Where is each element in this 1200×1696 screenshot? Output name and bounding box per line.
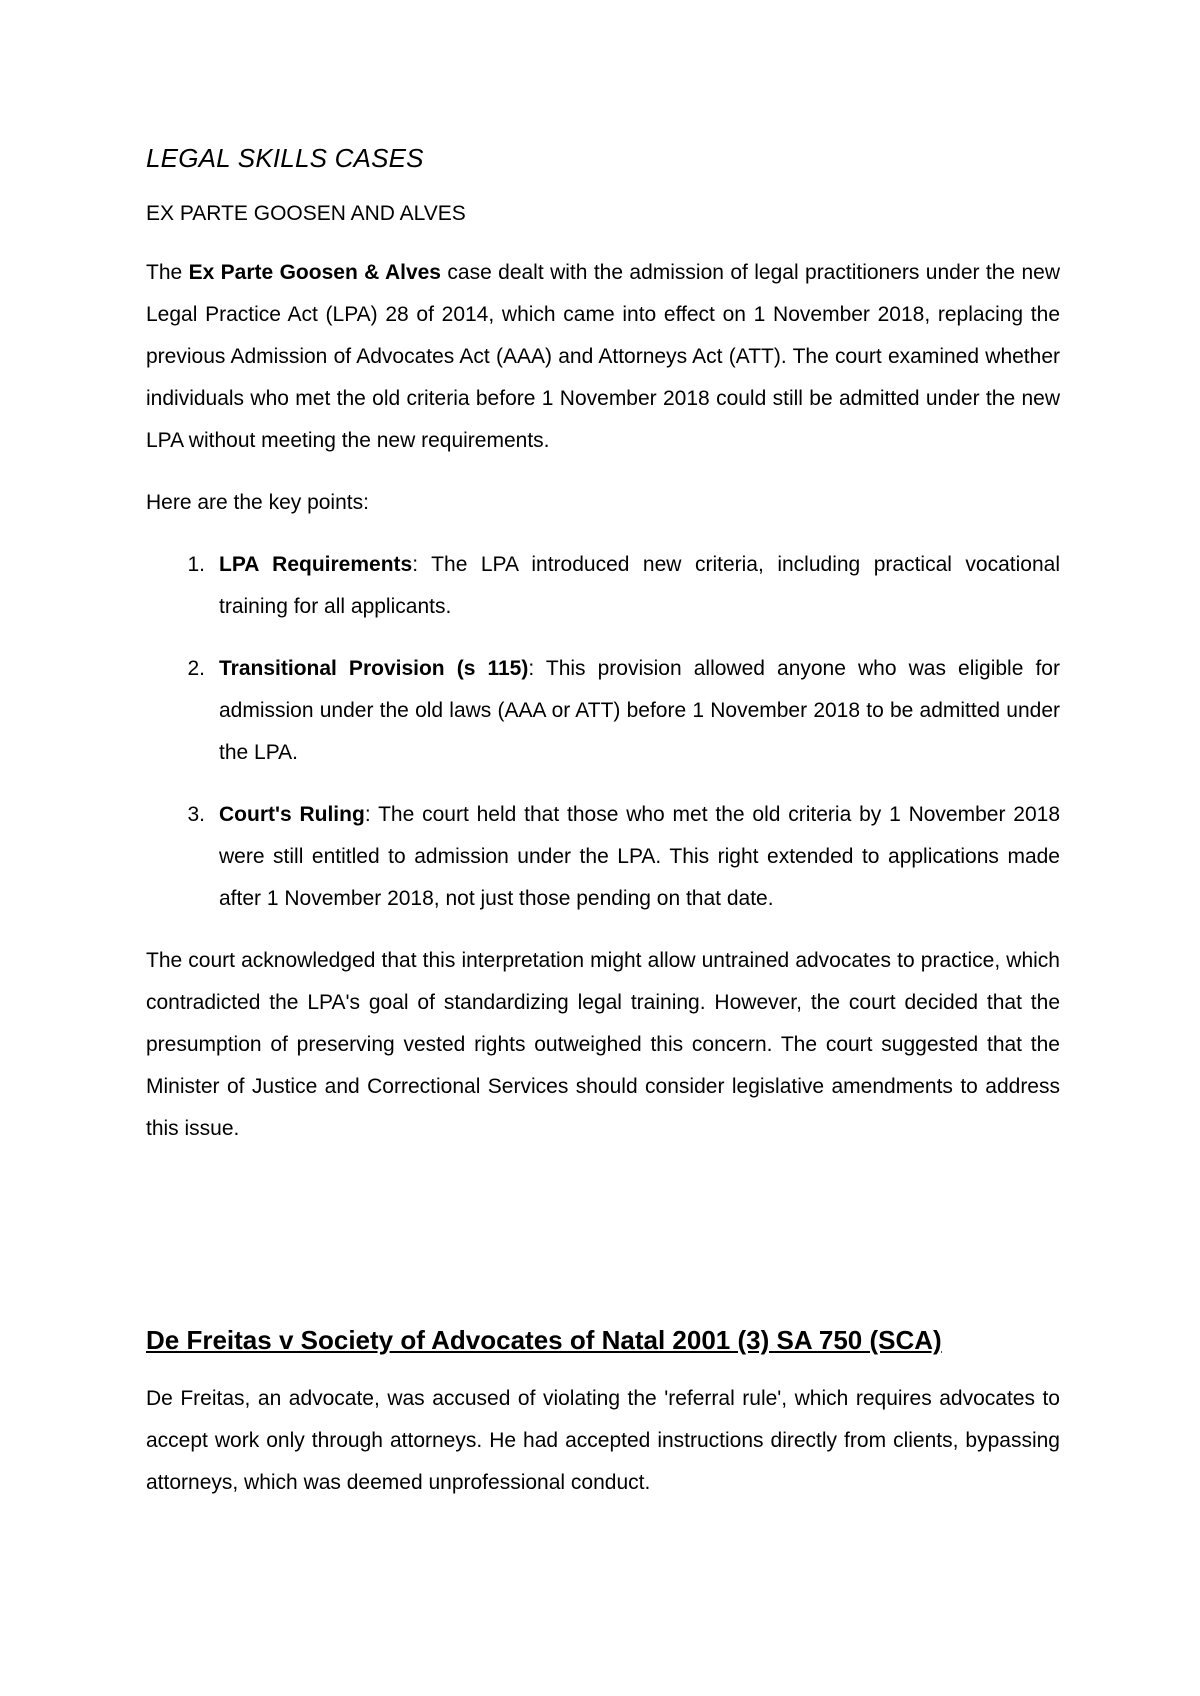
- list-item-text: [219, 794, 1060, 920]
- key-points-intro: Here are the key points:: [146, 491, 369, 514]
- list-item-body: : The LPA introduced new criteria, including practical vocational training for all applicants.: [219, 553, 1060, 618]
- conclusion-paragraph: The court acknowledged that this interpretation might allow untrained advocates to practice, which contradicted the LPA's goal of standardizing legal training. However, the court decided that the presumption of preserving vested rights outweighed this concern. The court suggested that the Minister of Justice and Correctional Services should consider legislative amendments to address this issue.: [146, 949, 1060, 1140]
- list-item-body: : This provision allowed anyone who was eligible for admission under the old laws (AAA or ATT) before 1 November 2018 to be admitted under the LPA.: [219, 657, 1060, 764]
- intro-prefix: The: [146, 261, 189, 284]
- second-case-section: [146, 1322, 1060, 1504]
- list-item-bold: LPA Requirements: [219, 553, 413, 576]
- list-item-number: 2.: [187, 657, 205, 680]
- document-title: LEGAL SKILLS CASES: [146, 143, 424, 173]
- second-case-heading: De Freitas v Society of Advocates of Natal 2001 (3) SA 750 (SCA): [146, 1325, 942, 1355]
- second-case-paragraph: De Freitas, an advocate, was accused of violating the 'referral rule', which requires advocates to accept work only through attorneys. He had accepted instructions directly from clients, bypassing attorneys, which was deemed unprofessional conduct.: [146, 1387, 1060, 1494]
- list-item: [146, 544, 1060, 628]
- list-item-bold: Transitional Provision (s 115): [219, 657, 529, 680]
- list-item-body: : The court held that those who met the old criteria by 1 November 2018 were still entitled to admission under the LPA. This right extended to applications made after 1 November 2018, not just those pending on that date.: [219, 803, 1060, 910]
- list-item-text: [219, 648, 1060, 774]
- list-item-bold: Court's Ruling: [219, 803, 365, 826]
- case-heading: EX PARTE GOOSEN AND ALVES: [146, 202, 466, 225]
- list-item-number: 3.: [187, 803, 205, 826]
- intro-case-name: Ex Parte Goosen & Alves: [188, 261, 441, 284]
- intro-paragraph: [146, 252, 1060, 462]
- list-item: [146, 648, 1060, 774]
- list-item-text: [219, 544, 1060, 628]
- intro-rest: case dealt with the admission of legal practitioners under the new Legal Practice Act (LPA) 28 of 2014, which came into effect on 1 November 2018, replacing the previous Admission of Advocates Act (AAA) and Attorneys Act (ATT). The court examined whether individuals who met the old criteria before 1 November 2018 could still be admitted under the new LPA without meeting the new requirements.: [146, 261, 1061, 452]
- list-item: [146, 794, 1060, 920]
- document-page: [146, 140, 1060, 1150]
- list-item-number: 1.: [187, 553, 205, 576]
- key-points-list: [146, 544, 1060, 920]
